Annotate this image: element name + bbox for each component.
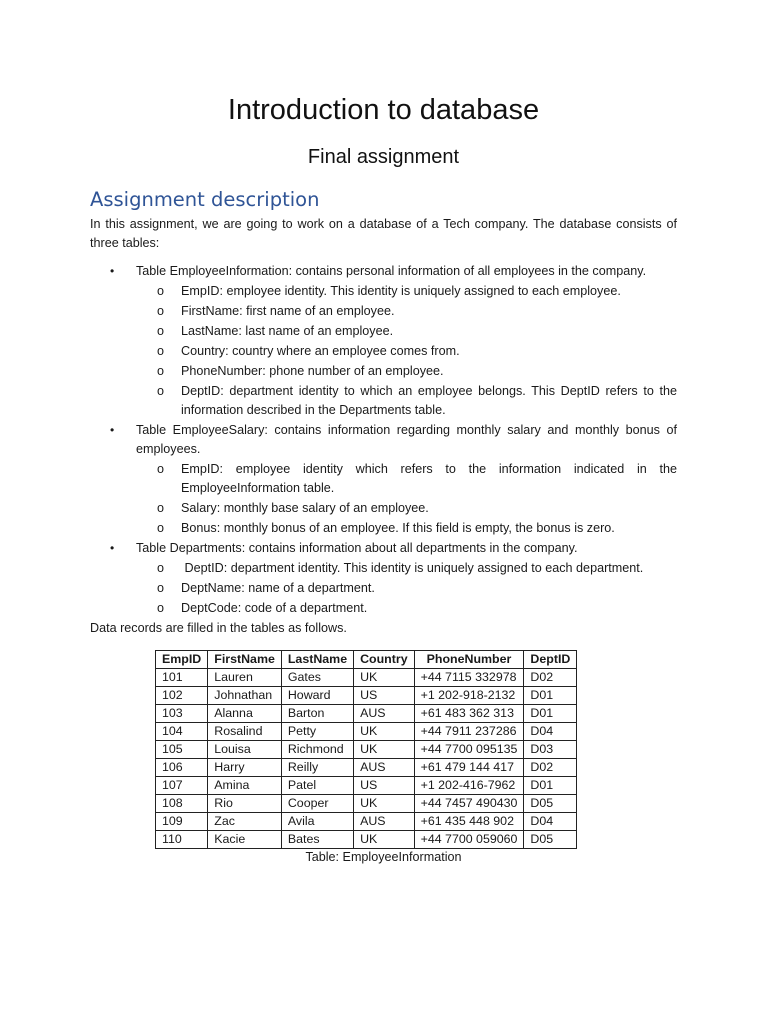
table-cell: D01 — [524, 687, 577, 705]
table-cell: D04 — [524, 723, 577, 741]
field-text: FirstName: first name of an employee. — [181, 304, 395, 318]
table-cell: Rosalind — [208, 723, 282, 741]
table-cell: +44 7115 332978 — [414, 669, 524, 687]
field-text: LastName: last name of an employee. — [181, 324, 394, 338]
sub-bullet-marker: o — [157, 561, 165, 575]
table-cell: Gates — [281, 669, 353, 687]
bullet-marker: • — [110, 264, 115, 278]
table-cell: UK — [354, 741, 415, 759]
table-bullet-item — [90, 262, 677, 281]
table-cell: 110 — [156, 831, 208, 849]
table-cell: +44 7700 059060 — [414, 831, 524, 849]
sub-bullet-marker: o — [157, 601, 165, 615]
table-cell: D03 — [524, 741, 577, 759]
sub-bullet-marker: o — [157, 284, 165, 298]
sub-bullet-marker: o — [157, 521, 165, 535]
column-header: DeptID — [524, 651, 577, 669]
column-header: Country — [354, 651, 415, 669]
table-cell: +44 7911 237286 — [414, 723, 524, 741]
table-cell: +61 479 144 417 — [414, 759, 524, 777]
table-cell: US — [354, 777, 415, 795]
field-bullet-item — [90, 342, 677, 361]
table-cell: D05 — [524, 795, 577, 813]
table-row — [156, 777, 577, 795]
field-bullet-item — [90, 519, 677, 538]
field-text: DeptCode: code of a department. — [181, 601, 368, 615]
table-row — [156, 723, 577, 741]
table-cell: AUS — [354, 813, 415, 831]
table-cell: D04 — [524, 813, 577, 831]
field-bullet-item — [90, 362, 677, 381]
table-cell: Alanna — [208, 705, 282, 723]
table-cell: 105 — [156, 741, 208, 759]
field-text: Salary: monthly base salary of an employee. — [181, 501, 429, 515]
table-cell: 106 — [156, 759, 208, 777]
employee-information-table — [155, 650, 577, 849]
document-title: Introduction to database — [227, 94, 540, 126]
field-bullet-item — [90, 499, 677, 518]
table-cell: US — [354, 687, 415, 705]
sub-bullet-marker: o — [157, 344, 165, 358]
sub-bullet-marker: o — [157, 324, 165, 338]
section-heading: Assignment description — [90, 188, 320, 211]
field-text: DeptID: department identity. This identity is uniquely assigned to each department. — [181, 561, 644, 575]
field-bullet-item — [90, 282, 677, 301]
field-bullet-item — [90, 460, 681, 498]
field-text: DeptName: name of a department. — [181, 581, 375, 595]
column-header: EmpID — [156, 651, 208, 669]
table-row — [156, 687, 577, 705]
bullet-text: Table Departments: contains information about all departments in the company. — [136, 541, 578, 555]
table-cell: 108 — [156, 795, 208, 813]
sub-bullet-marker: o — [157, 364, 165, 378]
table-cell: AUS — [354, 759, 415, 777]
table-cell: 101 — [156, 669, 208, 687]
field-text: DeptID: department identity to which an employee belongs. This DeptID refers to the information described in the Departments table. — [181, 384, 681, 417]
table-cell: Avila — [281, 813, 353, 831]
table-cell: D02 — [524, 669, 577, 687]
intro-paragraph: In this assignment, we are going to work on a database of a Tech company. The database consists of three tables: — [90, 217, 677, 250]
field-bullet-item — [90, 382, 681, 420]
table-cell: 103 — [156, 705, 208, 723]
table-cell: 109 — [156, 813, 208, 831]
table-cell: Petty — [281, 723, 353, 741]
table-cell: Bates — [281, 831, 353, 849]
table-row — [156, 705, 577, 723]
table-cell: Louisa — [208, 741, 282, 759]
table-cell: +61 483 362 313 — [414, 705, 524, 723]
table-cell: AUS — [354, 705, 415, 723]
tables-bullet-list — [90, 262, 681, 619]
field-text: EmpID: employee identity which refers to the information indicated in the EmployeeInformation table. — [181, 462, 681, 495]
bullet-marker: • — [110, 423, 115, 437]
table-cell: +1 202-918-2132 — [414, 687, 524, 705]
sub-bullet-marker: o — [157, 384, 165, 398]
table-caption: Table: EmployeeInformation — [305, 850, 462, 864]
field-text: Country: country where an employee comes from. — [181, 344, 460, 358]
table-cell: D02 — [524, 759, 577, 777]
table-cell: Rio — [208, 795, 282, 813]
table-cell: Patel — [281, 777, 353, 795]
sub-bullet-marker: o — [157, 501, 165, 515]
field-bullet-item — [90, 322, 677, 341]
table-cell: Harry — [208, 759, 282, 777]
table-cell: 104 — [156, 723, 208, 741]
table-cell: +44 7700 095135 — [414, 741, 524, 759]
table-bullet-item — [90, 421, 677, 459]
document-subtitle: Final assignment — [307, 146, 460, 168]
table-cell: +61 435 448 902 — [414, 813, 524, 831]
table-cell: D01 — [524, 777, 577, 795]
table-cell: Howard — [281, 687, 353, 705]
table-cell: Cooper — [281, 795, 353, 813]
bullet-text: Table EmployeeSalary: contains information regarding monthly salary and monthly bonus of employees. — [136, 423, 677, 456]
table-cell: UK — [354, 795, 415, 813]
table-row — [156, 741, 577, 759]
table-cell: D01 — [524, 705, 577, 723]
table-row — [156, 813, 577, 831]
table-cell: 102 — [156, 687, 208, 705]
field-bullet-item — [90, 579, 677, 598]
column-header: FirstName — [208, 651, 282, 669]
field-text: PhoneNumber: phone number of an employee. — [181, 364, 444, 378]
bullet-text: Table EmployeeInformation: contains personal information of all employees in the company. — [136, 264, 647, 278]
table-cell: Johnathan — [208, 687, 282, 705]
table-cell: Reilly — [281, 759, 353, 777]
table-bullet-item — [90, 539, 677, 558]
table-cell: Zac — [208, 813, 282, 831]
table-cell: Amina — [208, 777, 282, 795]
sub-bullet-marker: o — [157, 462, 165, 476]
table-cell: +44 7457 490430 — [414, 795, 524, 813]
records-intro-paragraph: Data records are filled in the tables as follows. — [90, 621, 347, 635]
sub-bullet-marker: o — [157, 304, 165, 318]
table-cell: Barton — [281, 705, 353, 723]
table-cell: D05 — [524, 831, 577, 849]
table-cell: 107 — [156, 777, 208, 795]
table-row — [156, 669, 577, 687]
table-row — [156, 831, 577, 849]
field-bullet-item — [90, 599, 677, 618]
table-cell: UK — [354, 669, 415, 687]
field-bullet-item — [90, 302, 677, 321]
sub-bullet-marker: o — [157, 581, 165, 595]
table-header-row — [156, 651, 577, 669]
table-cell: Lauren — [208, 669, 282, 687]
table-cell: UK — [354, 831, 415, 849]
field-bullet-item — [90, 559, 677, 578]
field-text: EmpID: employee identity. This identity is uniquely assigned to each employee. — [181, 284, 621, 298]
table-row — [156, 795, 577, 813]
column-header: LastName — [281, 651, 353, 669]
table-cell: Kacie — [208, 831, 282, 849]
field-text: Bonus: monthly bonus of an employee. If this field is empty, the bonus is zero. — [181, 521, 615, 535]
bullet-marker: • — [110, 541, 115, 555]
table-cell: Richmond — [281, 741, 353, 759]
table-cell: +1 202-416-7962 — [414, 777, 524, 795]
table-row — [156, 759, 577, 777]
table-cell: UK — [354, 723, 415, 741]
column-header: PhoneNumber — [414, 651, 524, 669]
